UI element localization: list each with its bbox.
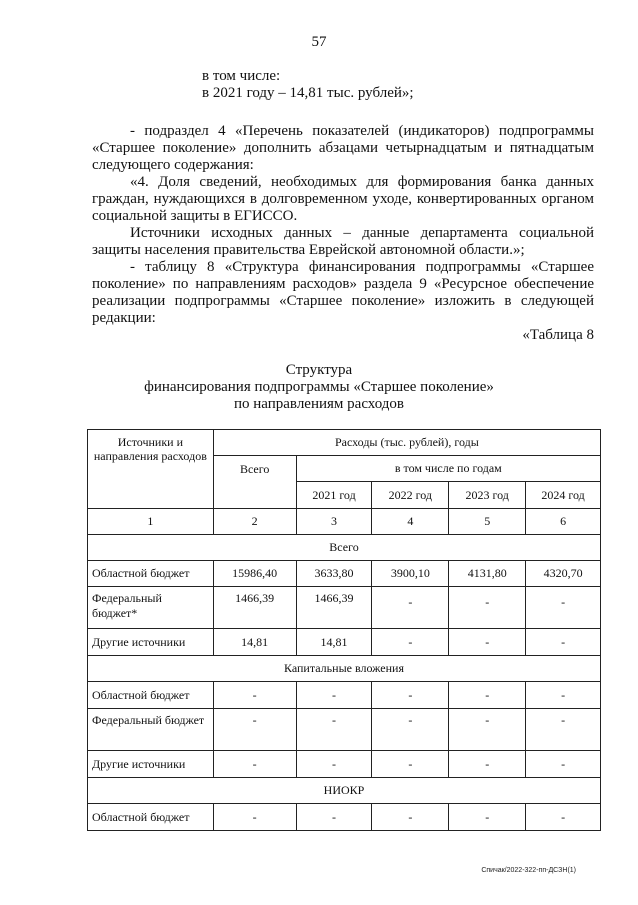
intro-line: в 2021 году – 14,81 тыс. рублей»; [202, 85, 414, 101]
table-title-line: по направлениям расходов [233, 396, 404, 412]
header-year-cell: 2023 год [449, 482, 526, 509]
section-title-cell: НИОКР [88, 778, 601, 804]
financing-table [87, 429, 601, 831]
intro-line: в том числе: [202, 68, 281, 84]
value-cell: - [449, 587, 526, 629]
value-cell: - [526, 587, 601, 629]
section-title-row [88, 656, 601, 682]
header-year-cell: 2024 год [526, 482, 601, 509]
text-line: - таблицу 8 «Структура финансирования подпрограммы «Старшее [130, 259, 594, 275]
value-cell: 15986,40 [213, 561, 296, 587]
value-cell: - [213, 751, 296, 778]
text-line: «4. Доля сведений, необходимых для формирования банка данных [130, 174, 594, 190]
value-cell: - [372, 629, 449, 656]
value-cell: - [372, 682, 449, 709]
value-cell: - [296, 751, 372, 778]
paragraph-data-sources [92, 225, 594, 259]
column-number-cell: 3 [296, 509, 372, 535]
value-cell: 4131,80 [449, 561, 526, 587]
section-title-row [88, 778, 601, 804]
document-code: Спичак/2022-322-пп-ДСЗН(1) [481, 867, 576, 874]
column-number-cell: 5 [449, 509, 526, 535]
table-title-line: Структура [285, 362, 353, 378]
value-cell: 1466,39 [213, 587, 296, 629]
text-line: граждан, нуждающихся в долговременном уходе, конвертированных органом [92, 191, 594, 207]
header-year-cell: 2022 год [372, 482, 449, 509]
paragraph-table-8 [92, 259, 594, 327]
table-title [0, 362, 638, 413]
paragraph-subsection-4 [92, 123, 594, 174]
row-name-cell: Областной бюджет [88, 804, 214, 831]
value-cell: 1466,39 [296, 587, 372, 629]
table-row [88, 561, 601, 587]
row-name-cell: Другие источники [88, 751, 214, 778]
table-row [88, 587, 601, 629]
text-line: - подраздел 4 «Перечень показателей (индикаторов) подпрограммы [130, 123, 594, 139]
column-number-cell: 1 [88, 509, 214, 535]
table-label: «Таблица 8 [522, 327, 594, 343]
value-cell: - [526, 682, 601, 709]
page-number: 57 [311, 34, 327, 50]
intro-lines [202, 68, 502, 102]
value-cell: - [449, 804, 526, 831]
value-cell: - [526, 709, 601, 751]
table-row [88, 751, 601, 778]
row-name-cell: Другие источники [88, 629, 214, 656]
column-number-cell: 6 [526, 509, 601, 535]
value-cell: - [449, 751, 526, 778]
table-header-row [88, 430, 601, 456]
value-cell: - [372, 751, 449, 778]
value-cell: - [296, 709, 372, 751]
value-cell: - [296, 682, 372, 709]
column-number-cell: 2 [213, 509, 296, 535]
paragraph-indicator-4 [92, 174, 594, 225]
header-sources-cell: Источники и направления расходов [88, 430, 214, 509]
text-line: поколение» по направлениям расходов» раздела 9 «Ресурсное обеспечение [92, 276, 594, 292]
value-cell: - [213, 709, 296, 751]
header-year-cell: 2021 год [296, 482, 372, 509]
value-cell: 3900,10 [372, 561, 449, 587]
row-name-cell: Федеральный бюджет* [88, 587, 214, 629]
value-cell: - [449, 629, 526, 656]
value-cell: - [449, 709, 526, 751]
text-line: защиты населения правительства Еврейской автономной области.»; [92, 242, 525, 258]
value-cell: - [449, 682, 526, 709]
table-title-line: финансирования подпрограммы «Старшее поколение» [144, 379, 494, 395]
table-row [88, 629, 601, 656]
header-total-cell: Всего [213, 456, 296, 509]
value-cell: - [372, 804, 449, 831]
section-title-row [88, 535, 601, 561]
header-expenses-cell: Расходы (тыс. рублей), годы [213, 430, 600, 456]
value-cell: 14,81 [213, 629, 296, 656]
value-cell: - [213, 804, 296, 831]
column-number-row [88, 509, 601, 535]
text-line: редакции: [92, 310, 156, 326]
value-cell: - [526, 804, 601, 831]
value-cell: - [213, 682, 296, 709]
column-number-cell: 4 [372, 509, 449, 535]
value-cell: - [526, 629, 601, 656]
value-cell: 3633,80 [296, 561, 372, 587]
value-cell: - [296, 804, 372, 831]
table-row [88, 709, 601, 751]
value-cell: - [372, 587, 449, 629]
text-line: Источники исходных данных – данные департамента социальной [130, 225, 594, 241]
text-line: социальной защиты в ЕГИССО. [92, 208, 298, 224]
value-cell: 14,81 [296, 629, 372, 656]
header-by-years-cell: в том числе по годам [296, 456, 600, 482]
value-cell: 4320,70 [526, 561, 601, 587]
section-title-cell: Всего [88, 535, 601, 561]
row-name-cell: Областной бюджет [88, 682, 214, 709]
table-row [88, 682, 601, 709]
text-line: «Старшее поколение» дополнить абзацами четырнадцатым и пятнадцатым [92, 140, 594, 156]
value-cell: - [526, 751, 601, 778]
text-line: следующего содержания: [92, 157, 254, 173]
row-name-cell: Федеральный бюджет [88, 709, 214, 751]
text-line: реализации подпрограммы «Старшее поколение» изложить в следующей [92, 293, 594, 309]
row-name-cell: Областной бюджет [88, 561, 214, 587]
table-row [88, 804, 601, 831]
section-title-cell: Капитальные вложения [88, 656, 601, 682]
value-cell: - [372, 709, 449, 751]
